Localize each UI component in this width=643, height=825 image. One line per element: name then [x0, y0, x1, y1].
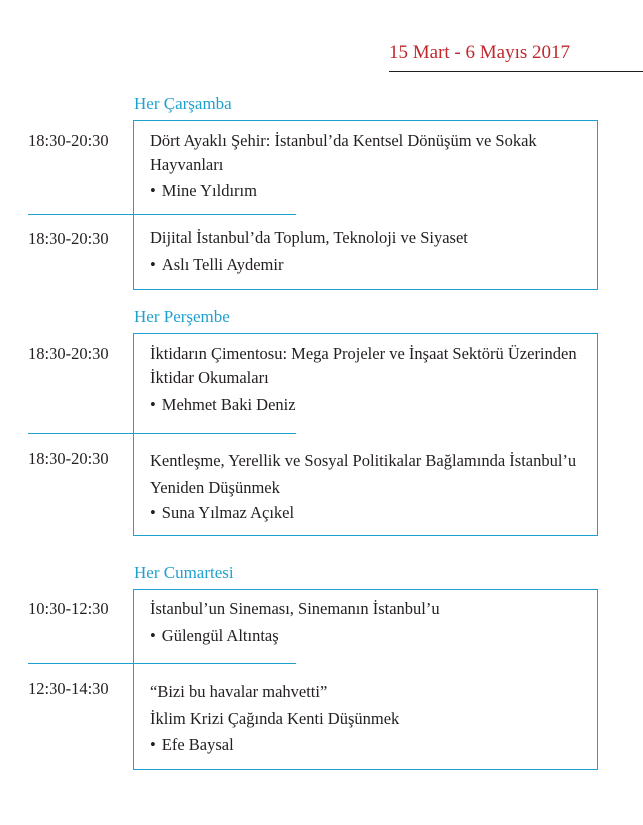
session-time: 18:30-20:30 — [28, 344, 109, 363]
day-heading: Her Cumartesi — [134, 563, 234, 582]
session-time: 12:30-14:30 — [28, 679, 109, 698]
bullet: • — [150, 395, 156, 414]
bullet: • — [150, 735, 156, 754]
session-divider — [28, 214, 296, 215]
session-speaker — [150, 503, 294, 523]
session-title: Dijital İstanbul’da Toplum, Teknoloji ve Siyaset — [150, 228, 468, 247]
day-heading: Her Perşembe — [134, 307, 230, 326]
bullet: • — [150, 255, 156, 274]
date-range: 15 Mart - 6 Mayıs 2017 — [389, 42, 571, 63]
session-time: 18:30-20:30 — [28, 131, 109, 150]
session-title: Kentleşme, Yerellik ve Sosyal Politikalar Bağlamında İstanbul’u Yeniden Düşünmek — [150, 451, 577, 497]
session-divider — [28, 433, 296, 434]
bullet: • — [150, 181, 156, 200]
date-rule — [389, 71, 643, 72]
session-speaker — [150, 181, 257, 201]
session-speaker — [150, 735, 234, 755]
speaker-name: Mehmet Baki Deniz — [161, 395, 296, 414]
bullet: • — [150, 503, 156, 522]
session-title: İklim Krizi Çağında Kenti Düşünmek — [150, 709, 400, 728]
session-time: 18:30-20:30 — [28, 449, 109, 468]
speaker-name: Mine Yıldırım — [161, 181, 257, 200]
speaker-name: Aslı Telli Aydemir — [161, 255, 284, 274]
session-speaker — [150, 255, 283, 275]
speaker-name: Gülengül Altıntaş — [161, 626, 279, 645]
speaker-name: Suna Yılmaz Açıkel — [161, 503, 295, 522]
session-speaker — [150, 395, 296, 415]
session-title: İktidarın Çimentosu: Mega Projeler ve İnşaat Sektörü Üzerinden İktidar Okumaları — [150, 344, 577, 387]
session-time: 18:30-20:30 — [28, 229, 109, 248]
bullet: • — [150, 626, 156, 645]
speaker-name: Efe Baysal — [161, 735, 234, 754]
day-heading: Her Çarşamba — [134, 94, 232, 113]
session-title: İstanbul’un Sineması, Sinemanın İstanbul’u — [150, 599, 440, 618]
session-title-quote: “Bizi bu havalar mahvetti” — [150, 682, 328, 701]
session-speaker — [150, 626, 279, 646]
session-title: Dört Ayaklı Şehir: İstanbul’da Kentsel Dönüşüm ve Sokak Hayvanları — [150, 131, 537, 174]
session-divider — [28, 663, 296, 664]
session-time: 10:30-12:30 — [28, 599, 109, 618]
